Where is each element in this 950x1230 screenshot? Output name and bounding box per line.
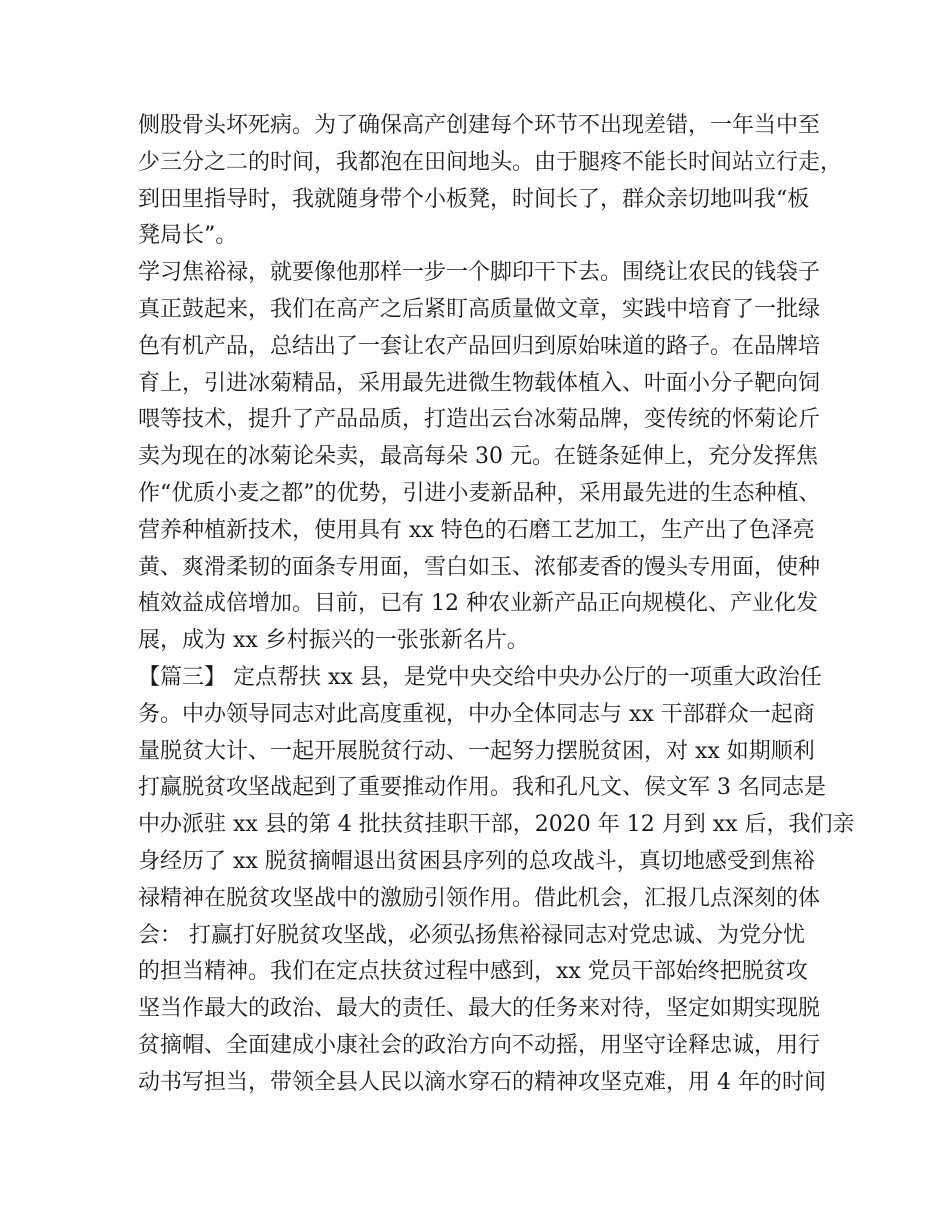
text-line: 卖为现在的冰菊论朵卖，最高每朵 30 元。在链条延伸上，充分发挥焦	[138, 444, 818, 470]
text-line: 会： 打赢打好脱贫攻坚战，必须弘扬焦裕禄同志对党忠诚、为党分忧	[138, 922, 805, 948]
text-line: 学习焦裕禄，就要像他那样一步一个脚印干下去。围绕让农民的钱袋子	[138, 260, 821, 286]
text-line: 贫摘帽、全面建成小康社会的政治方向不动摇，用坚守诠释忠诚，用行	[138, 1032, 821, 1058]
text-line: 坚当作最大的政治、最大的责任、最大的任务来对待，坚定如期实现脱	[138, 996, 821, 1022]
text-line: 打赢脱贫攻坚战起到了重要推动作用。我和孔凡文、侯文军 3 名同志是	[138, 775, 826, 801]
text-line: 量脱贫大计、一起开展脱贫行动、一起努力摆脱贫困，对 xx 如期顺利	[138, 738, 815, 764]
text-line: 营养种植新技术，使用具有 xx 特色的石磨工艺加工，生产出了色泽亮	[138, 517, 815, 543]
text-line: 到田里指导时，我就随身带个小板凳，时间长了，群众亲切地叫我“板	[138, 186, 810, 212]
text-line: 身经历了 xx 脱贫摘帽退出贫困县序列的总攻战斗，真切地感受到焦裕	[138, 848, 815, 874]
body-text	[138, 108, 855, 1102]
text-line: 凳局长”。	[138, 223, 238, 249]
text-line: 的担当精神。我们在定点扶贫过程中感到，xx 党员干部始终把脱贫攻	[138, 959, 808, 985]
text-line: 作“优质小麦之都”的优势，引进小麦新品种，采用最先进的生态种植、	[138, 480, 821, 506]
text-line: 育上，引进冰菊精品，采用最先进微生物载体植入、叶面小分子靶向饲	[138, 370, 821, 396]
text-line: 真正鼓起来，我们在高产之后紧盯高质量做文章，实践中培育了一批绿	[138, 296, 821, 322]
text-line: 侧股骨头坏死病。为了确保高产创建每个环节不出现差错，一年当中至	[138, 113, 821, 138]
text-line: 务。中办领导同志对此高度重视，中办全体同志与 xx 干部群众一起商	[138, 701, 815, 727]
text-line: 【篇三】 定点帮扶 xx 县，是党中央交给中央办公厅的一项重大政治任	[138, 664, 822, 690]
text-line: 动书写担当，带领全县人民以滴水穿石的精神攻坚克难，用 4 年的时间	[138, 1069, 826, 1095]
text-line: 喂等技术，提升了产品品质，打造出云台冰菊品牌，变传统的怀菊论斤	[138, 407, 821, 433]
text-line: 展，成为 xx 乡村振兴的一张张新名片。	[138, 628, 529, 654]
text-line: 黄、爽滑柔韧的面条专用面，雪白如玉、浓郁麦香的馒头专用面，使种	[138, 554, 821, 580]
text-line: 色有机产品，总结出了一套让农产品回归到原始味道的路子。在品牌培	[138, 333, 821, 359]
text-line: 禄精神在脱贫攻坚战中的激励引领作用。借此机会，汇报几点深刻的体	[138, 885, 821, 911]
text-line: 少三分之二的时间，我都泡在田间地头。由于腿疼不能长时间站立行走，	[138, 149, 843, 175]
text-line: 中办派驻 xx 县的第 4 批扶贫挂职干部，2020 年 12 月到 xx 后，我们亲	[138, 812, 855, 838]
text-line: 植效益成倍增加。目前，已有 12 种农业新产品正向规模化、产业化发	[138, 591, 818, 617]
